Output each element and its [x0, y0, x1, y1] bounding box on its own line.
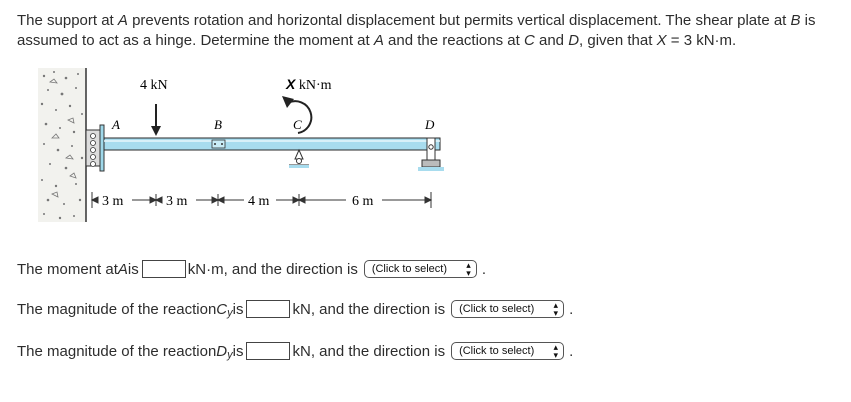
wall-support — [38, 68, 86, 222]
label-b: B — [214, 117, 222, 132]
point-load-arrow — [151, 104, 161, 136]
moment-a-direction-select[interactable]: (Click to select) ▴ ▾ — [364, 260, 477, 278]
question-moment-a: The moment at A is kN·m, and the direction is (Click to select) ▴ ▾ . — [17, 260, 486, 278]
load-label: 4 kN — [140, 78, 168, 93]
dim-bc: 4 m — [248, 194, 270, 209]
dim-ab-2: 3 m — [166, 194, 188, 209]
chevron-updown-icon: ▴ ▾ — [553, 300, 559, 318]
reaction-c-input[interactable] — [246, 300, 290, 318]
reaction-c-direction-select[interactable]: (Click to select) ▴ ▾ — [451, 300, 564, 318]
support-a — [86, 125, 104, 171]
question-reaction-d: The magnitude of the reaction D y is kN, and the direction is (Click to select) ▴ ▾ . — [17, 342, 574, 361]
reaction-d-input[interactable] — [246, 342, 290, 360]
label-a: A — [112, 117, 120, 132]
dim-cd: 6 m — [352, 194, 374, 209]
beam — [104, 138, 440, 150]
dim-ab-1: 3 m — [102, 194, 124, 209]
label-d: D — [425, 117, 435, 132]
chevron-updown-icon: ▴ ▾ — [466, 260, 471, 278]
chevron-updown-icon: ▴ ▾ — [553, 342, 559, 360]
label-c: C — [293, 117, 302, 132]
beam-diagram — [36, 66, 456, 231]
question-reaction-c: The magnitude of the reaction C y is kN, and the direction is (Click to select) ▴ ▾ . — [17, 300, 574, 319]
hinge-b — [212, 140, 225, 148]
problem-statement: The support at A prevents rotation and horizontal displacement but permits vertical displacement. The shear plate at B is assumed to act as a hinge. Determine the moment at A and the reactions at C and D, given that X = 3 kN·m. — [17, 12, 816, 49]
support-c — [289, 150, 309, 168]
moment-label: X kN·m — [286, 76, 332, 93]
reaction-d-direction-select[interactable]: (Click to select) ▴ ▾ — [451, 342, 564, 360]
moment-a-input[interactable] — [142, 260, 186, 278]
